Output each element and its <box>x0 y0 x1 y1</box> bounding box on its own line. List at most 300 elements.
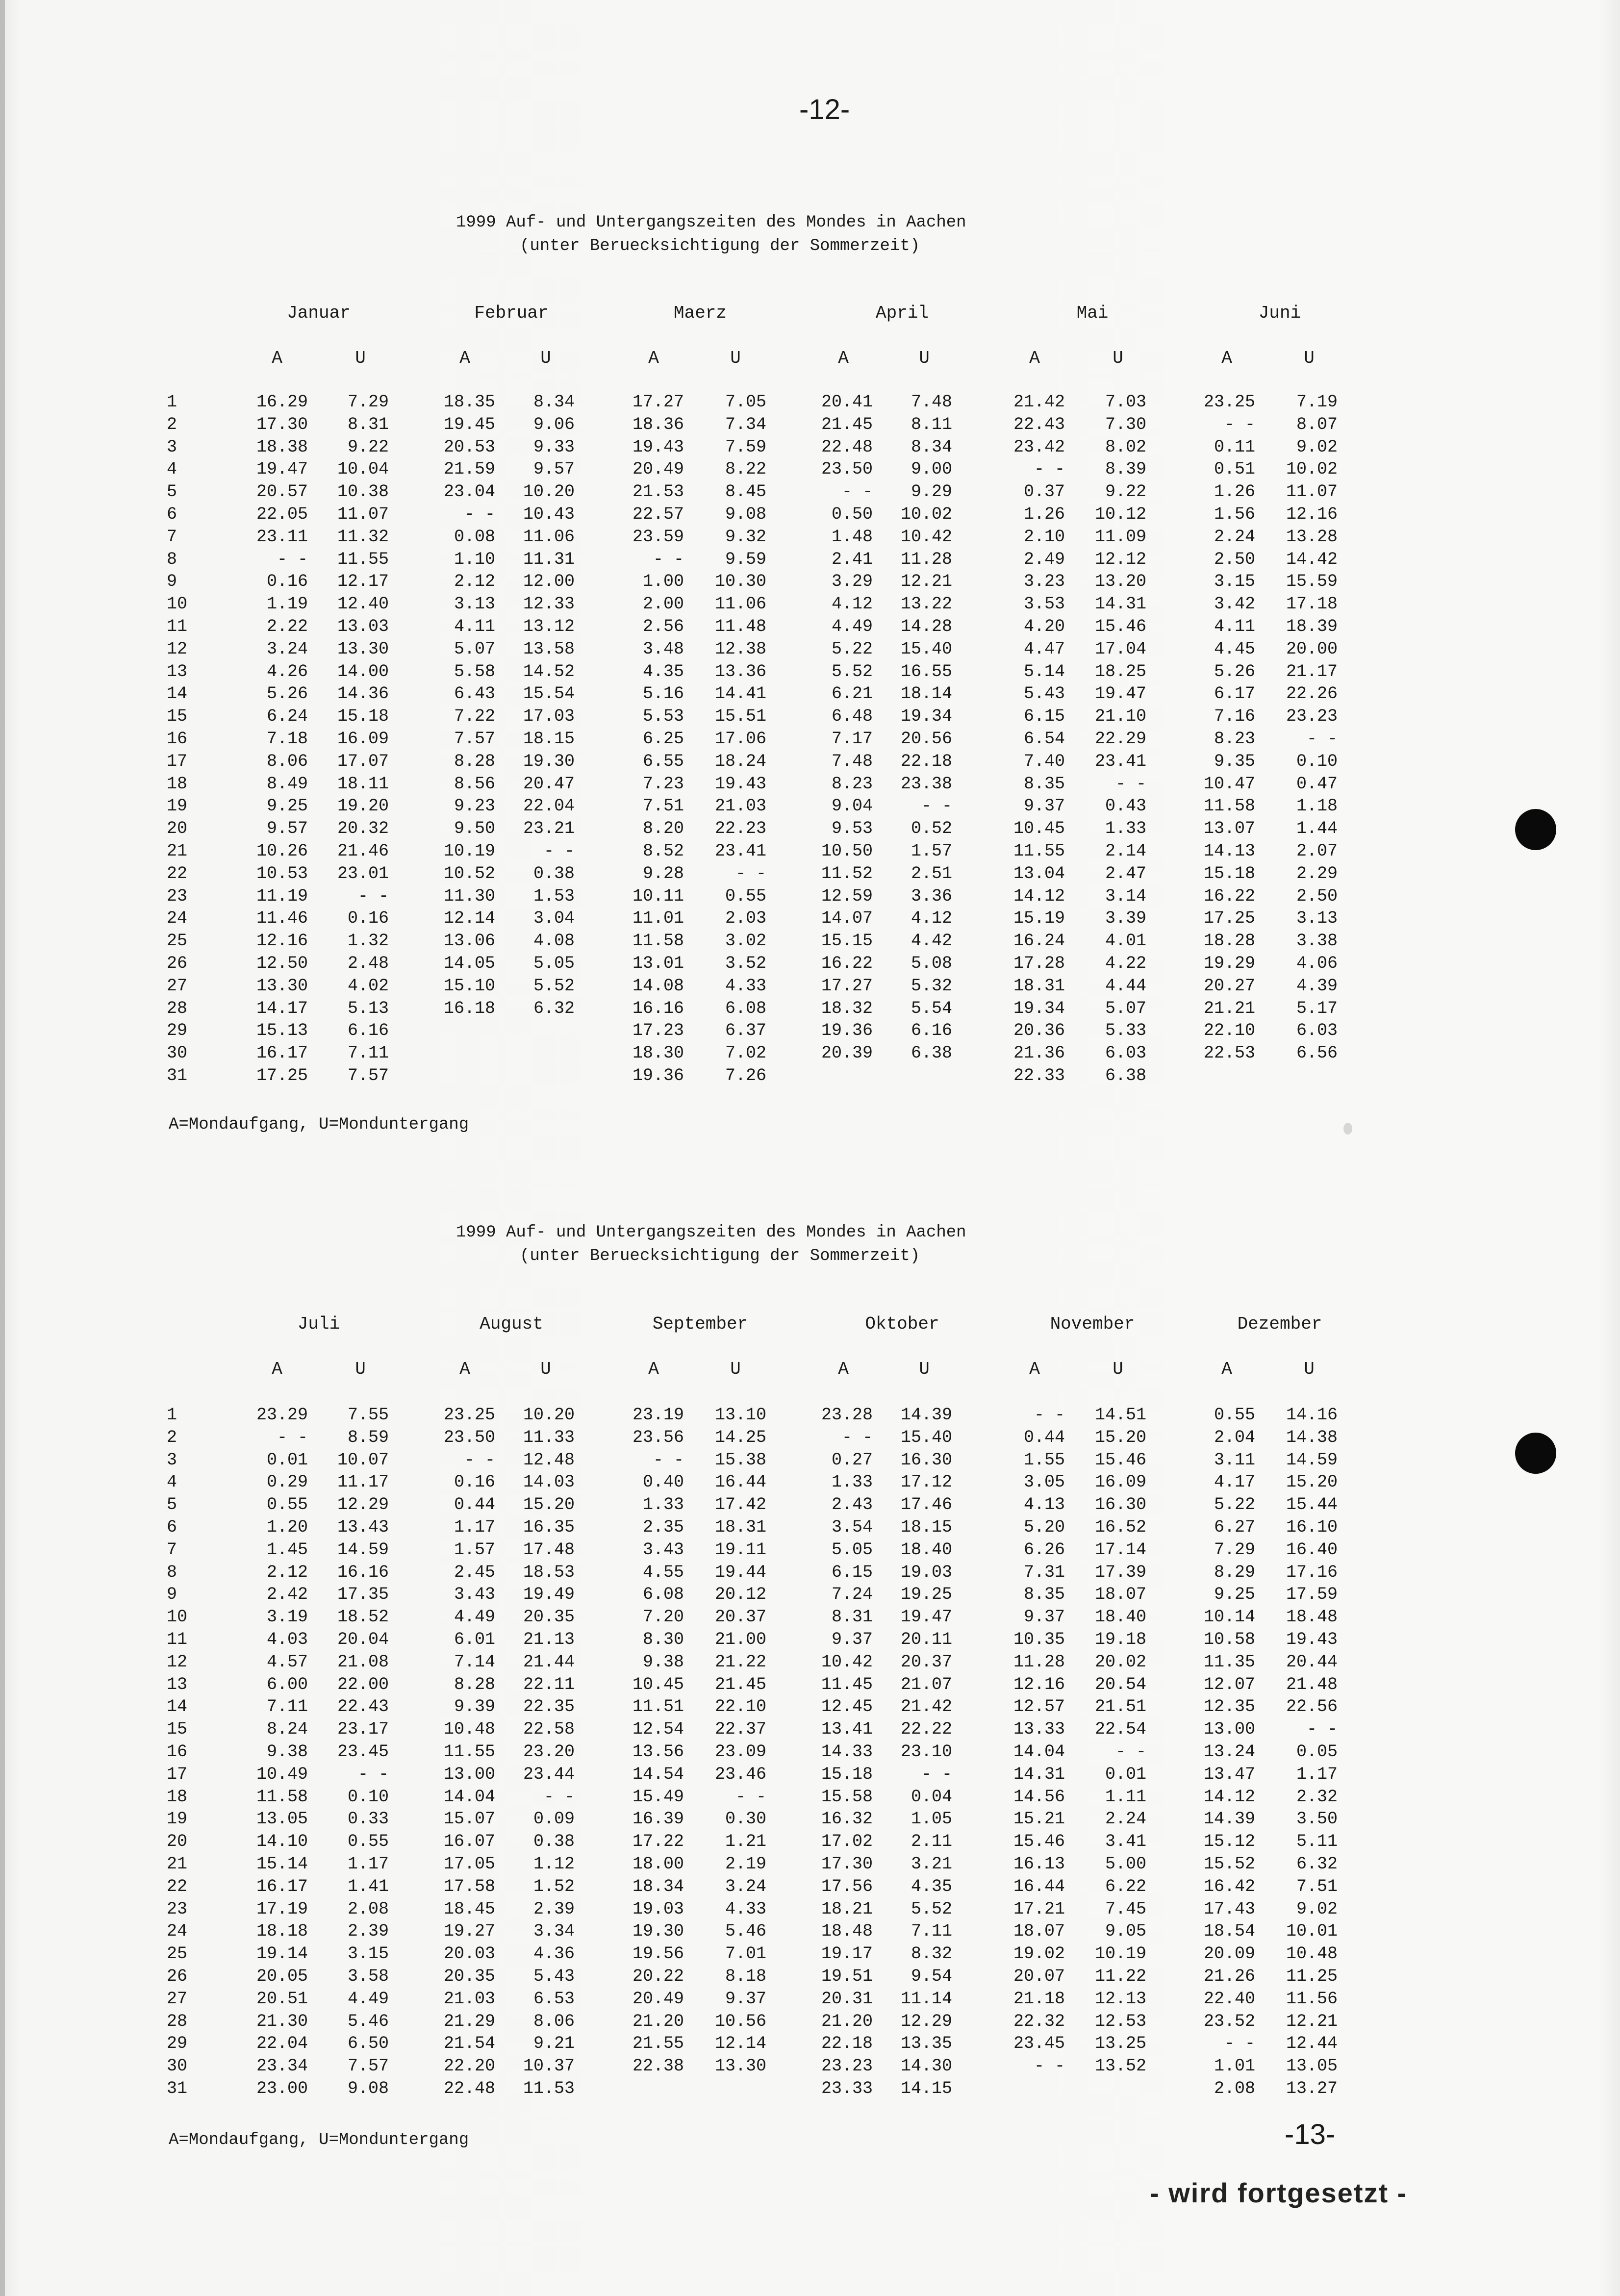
moonset-time: 3.02 <box>725 931 766 951</box>
moonrise-time: 7.14 <box>454 1652 495 1672</box>
moonrise-time: 11.55 <box>1013 841 1065 861</box>
moonset-time: - - <box>735 863 766 883</box>
day-number: 31 <box>167 2079 188 2098</box>
moonrise-time: 8.30 <box>642 1630 684 1649</box>
moonrise-time: 3.48 <box>642 639 684 659</box>
moonrise-time: 1.57 <box>454 1539 495 1560</box>
moonrise-time: 9.57 <box>266 819 308 839</box>
moonset-time: 0.04 <box>911 1787 952 1807</box>
moonset-time: 12.00 <box>523 572 575 592</box>
moonrise-time: 17.25 <box>1203 908 1255 929</box>
moonrise-time: 23.45 <box>1013 2034 1065 2054</box>
moonset-time: 6.56 <box>1296 1043 1338 1063</box>
moonset-time: 10.01 <box>1286 1921 1338 1942</box>
moonset-time: 7.01 <box>725 1944 766 1964</box>
moonrise-time: 23.50 <box>443 1427 495 1447</box>
day-number: 1 <box>167 1405 177 1425</box>
day-number: 4 <box>167 459 177 479</box>
moonrise-time: - - <box>277 1427 308 1447</box>
moonset-time: 22.18 <box>900 751 952 771</box>
moonset-time: 11.53 <box>523 2079 575 2098</box>
moonset-time: 7.45 <box>1105 1899 1146 1919</box>
moonset-time: 21.48 <box>1286 1674 1338 1694</box>
moonrise-time: 23.25 <box>443 1405 495 1425</box>
moonset-time: 9.06 <box>533 414 575 434</box>
moonrise-time: 6.55 <box>642 751 684 771</box>
moonrise-time: 13.01 <box>632 954 684 973</box>
moonset-time: - - <box>1115 1742 1146 1762</box>
moonrise-time: 5.20 <box>1023 1517 1065 1537</box>
moonrise-time: 10.19 <box>443 841 495 861</box>
day-number: 4 <box>167 1472 177 1492</box>
column-header-a: A <box>838 1359 849 1379</box>
moonset-time: 12.21 <box>1286 2011 1338 2031</box>
moonset-time: 10.20 <box>523 1405 575 1425</box>
column-header-a: A <box>459 1359 470 1379</box>
moonrise-time: 23.11 <box>256 527 308 547</box>
moonset-time: 14.41 <box>714 684 766 704</box>
moonset-time: 13.12 <box>523 617 575 636</box>
moonset-time: 3.39 <box>1105 908 1146 929</box>
moonset-time: 6.50 <box>347 2034 389 2054</box>
day-number: 11 <box>167 617 188 636</box>
moonrise-time: 17.30 <box>256 414 308 434</box>
moonrise-time: 14.05 <box>443 954 495 973</box>
moonrise-time: 13.47 <box>1203 1764 1255 1784</box>
moonrise-time: 12.16 <box>1013 1674 1065 1694</box>
moonrise-time: 2.08 <box>1214 2079 1255 2098</box>
moonrise-time: 4.26 <box>266 661 308 681</box>
moonset-time: 20.11 <box>900 1630 952 1649</box>
moonset-time: 15.40 <box>900 639 952 659</box>
moonrise-time: 20.53 <box>443 437 495 457</box>
moonrise-time: - - <box>653 1450 684 1470</box>
moonset-time: 2.50 <box>1296 886 1338 906</box>
moonset-time: 16.44 <box>714 1472 766 1492</box>
moonrise-time: 15.15 <box>821 931 873 951</box>
moonrise-time: - - <box>1034 2056 1065 2076</box>
moonrise-time: 21.20 <box>821 2011 873 2031</box>
moonrise-time: 8.28 <box>454 751 495 771</box>
moonrise-time: 0.44 <box>1023 1427 1065 1447</box>
month-heading: November <box>1050 1314 1135 1334</box>
moonset-time: 11.32 <box>337 527 389 547</box>
moonrise-time: 22.18 <box>821 2034 873 2054</box>
moonrise-time: 16.24 <box>1013 931 1065 951</box>
moonrise-time: 1.45 <box>266 1539 308 1560</box>
day-number: 26 <box>167 954 188 973</box>
moonrise-time: 3.53 <box>1023 594 1065 614</box>
moonrise-time: 9.39 <box>454 1697 495 1717</box>
moonset-time: 19.18 <box>1094 1630 1146 1649</box>
moonrise-time: 19.36 <box>821 1021 873 1041</box>
moonrise-time: 22.48 <box>821 437 873 457</box>
month-heading: Maerz <box>673 303 727 323</box>
day-number: 26 <box>167 1967 188 1986</box>
moonrise-time: 22.04 <box>256 2034 308 2054</box>
moonset-time: 6.38 <box>1105 1066 1146 1085</box>
moonrise-time: 18.54 <box>1203 1921 1255 1942</box>
moonset-time: 11.22 <box>1094 1967 1146 1986</box>
moonrise-time: 6.17 <box>1214 684 1255 704</box>
moonrise-time: 16.13 <box>1013 1854 1065 1874</box>
column-header-a: A <box>272 1359 282 1379</box>
moonrise-time: 0.29 <box>266 1472 308 1492</box>
moonrise-time: 19.51 <box>821 1967 873 1986</box>
moonset-time: 11.07 <box>1286 482 1338 502</box>
moonrise-time: 23.59 <box>632 527 684 547</box>
moonset-time: 3.34 <box>533 1921 575 1942</box>
moonrise-time: 4.57 <box>266 1652 308 1672</box>
moonset-time: 23.38 <box>900 774 952 794</box>
moonrise-time: 20.57 <box>256 482 308 502</box>
moonset-time: 2.47 <box>1105 863 1146 883</box>
moonset-time: 8.06 <box>533 2011 575 2031</box>
day-number: 22 <box>167 863 188 883</box>
moonrise-time: 15.13 <box>256 1021 308 1041</box>
moonset-time: 2.03 <box>725 908 766 929</box>
moonset-time: 1.17 <box>1296 1764 1338 1784</box>
moonset-time: 5.52 <box>911 1899 952 1919</box>
moonrise-time: 22.40 <box>1203 1989 1255 2009</box>
moonset-time: 20.54 <box>1094 1674 1146 1694</box>
moonrise-time: 9.25 <box>1214 1585 1255 1605</box>
moonset-time: 17.42 <box>714 1495 766 1515</box>
moonset-time: - - <box>921 1764 952 1784</box>
moonrise-time: 5.22 <box>831 639 873 659</box>
moonset-time: 5.00 <box>1105 1854 1146 1874</box>
moonset-time: 12.44 <box>1286 2034 1338 2054</box>
moonrise-time: 16.17 <box>256 1876 308 1896</box>
moonset-time: 19.11 <box>714 1539 766 1560</box>
moonrise-time: 8.23 <box>1214 729 1255 749</box>
moonrise-time: 9.37 <box>1023 1607 1065 1627</box>
moonset-time: 12.38 <box>714 639 766 659</box>
moonrise-time: 0.16 <box>454 1472 495 1492</box>
moonset-time: 7.05 <box>725 392 766 412</box>
moonset-time: 3.52 <box>725 954 766 973</box>
moonrise-time: 2.41 <box>831 549 873 569</box>
moonrise-time: 8.49 <box>266 774 308 794</box>
moonrise-time: 18.38 <box>256 437 308 457</box>
moonset-time: 1.18 <box>1296 796 1338 816</box>
moonrise-time: 5.53 <box>642 706 684 727</box>
moonrise-time: 11.58 <box>632 931 684 951</box>
moonset-time: 12.13 <box>1094 1989 1146 2009</box>
moonrise-time: 9.28 <box>642 863 684 883</box>
day-number: 31 <box>167 1066 188 1085</box>
moonrise-time: 11.55 <box>443 1742 495 1762</box>
moonrise-time: 5.26 <box>266 684 308 704</box>
moonset-time: 13.28 <box>1286 527 1338 547</box>
moonrise-time: 17.21 <box>1013 1899 1065 1919</box>
moonset-time: - - <box>357 1764 389 1784</box>
moonrise-time: 15.14 <box>256 1854 308 1874</box>
month-heading: Januar <box>287 303 351 323</box>
page-left-edge <box>0 0 5 2296</box>
moonset-time: 23.41 <box>714 841 766 861</box>
column-header-a: A <box>272 348 282 368</box>
moonset-time: 13.10 <box>714 1405 766 1425</box>
moonset-time: 0.01 <box>1105 1764 1146 1784</box>
day-number: 2 <box>167 414 177 434</box>
moonset-time: 1.17 <box>347 1854 389 1874</box>
moonset-time: 21.00 <box>714 1630 766 1649</box>
moonset-time: 18.25 <box>1094 661 1146 681</box>
moonrise-time: 19.45 <box>443 414 495 434</box>
moonset-time: 19.30 <box>523 751 575 771</box>
moonset-time: 22.10 <box>714 1697 766 1717</box>
moonset-time: 11.56 <box>1286 1989 1338 2009</box>
moonrise-time: 16.17 <box>256 1043 308 1063</box>
moonset-time: 7.48 <box>911 392 952 412</box>
moonset-time: 10.07 <box>337 1450 389 1470</box>
moonset-time: 23.41 <box>1094 751 1146 771</box>
moonset-time: 7.26 <box>725 1066 766 1085</box>
moonrise-time: 17.27 <box>632 392 684 412</box>
moonset-time: 22.26 <box>1286 684 1338 704</box>
moonset-time: 4.49 <box>347 1989 389 2009</box>
moonrise-time: 8.28 <box>454 1674 495 1694</box>
day-number: 3 <box>167 1450 177 1470</box>
moonrise-time: 8.06 <box>266 751 308 771</box>
moonset-time: 18.40 <box>1094 1607 1146 1627</box>
month-heading: Februar <box>474 303 549 323</box>
moonset-time: 9.22 <box>1105 482 1146 502</box>
moonset-time: 14.36 <box>337 684 389 704</box>
column-header-u: U <box>1304 348 1315 368</box>
moonset-time: 12.12 <box>1094 549 1146 569</box>
moonset-time: 11.14 <box>900 1989 952 2009</box>
moonrise-time: 7.16 <box>1214 706 1255 727</box>
moonset-time: 22.29 <box>1094 729 1146 749</box>
moonset-time: 1.12 <box>533 1854 575 1874</box>
moonrise-time: 1.33 <box>831 1472 873 1492</box>
moonrise-time: 6.25 <box>642 729 684 749</box>
moonrise-time: 14.04 <box>1013 1742 1065 1762</box>
moonset-time: 21.17 <box>1286 661 1338 681</box>
moonset-time: 18.53 <box>523 1562 575 1582</box>
moonrise-time: 20.51 <box>256 1989 308 2009</box>
moonset-time: 2.32 <box>1296 1787 1338 1807</box>
moonrise-time: 12.45 <box>821 1697 873 1717</box>
moonrise-time: 8.20 <box>642 819 684 839</box>
moonrise-time: 0.51 <box>1214 459 1255 479</box>
moonrise-time: 19.17 <box>821 1944 873 1964</box>
moonrise-time: 1.26 <box>1214 482 1255 502</box>
moonrise-time: 21.59 <box>443 459 495 479</box>
moonset-time: 15.20 <box>523 1495 575 1515</box>
moonset-time: 13.05 <box>1286 2056 1338 2076</box>
moonrise-time: 17.27 <box>821 976 873 996</box>
moonset-time: 9.59 <box>725 549 766 569</box>
moonset-time: 4.33 <box>725 1899 766 1919</box>
moonrise-time: 21.20 <box>632 2011 684 2031</box>
moonrise-time: 11.58 <box>1203 796 1255 816</box>
moonrise-time: 16.22 <box>1203 886 1255 906</box>
moonrise-time: 0.55 <box>1214 1405 1255 1425</box>
moonset-time: 21.44 <box>523 1652 575 1672</box>
day-number: 6 <box>167 1517 177 1537</box>
moonrise-time: 19.02 <box>1013 1944 1065 1964</box>
moonrise-time: - - <box>841 1427 873 1447</box>
day-number: 3 <box>167 437 177 457</box>
moonset-time: 2.51 <box>911 863 952 883</box>
moonset-time: 4.39 <box>1296 976 1338 996</box>
moonrise-time: 20.41 <box>821 392 873 412</box>
day-number: 24 <box>167 908 188 929</box>
moonrise-time: 9.50 <box>454 819 495 839</box>
table-subtitle: (unter Beruecksichtigung der Sommerzeit) <box>520 237 920 255</box>
day-number: 6 <box>167 505 177 524</box>
moonrise-time: 18.34 <box>632 1876 684 1896</box>
moonset-time: 5.46 <box>347 2011 389 2031</box>
day-number: 30 <box>167 1043 188 1063</box>
column-header-u: U <box>355 348 366 368</box>
moonrise-time: 10.49 <box>256 1764 308 1784</box>
moonrise-time: 23.34 <box>256 2056 308 2076</box>
moonset-time: 8.02 <box>1105 437 1146 457</box>
moonrise-time: 19.36 <box>632 1066 684 1085</box>
moonset-time: 20.37 <box>714 1607 766 1627</box>
moonset-time: 10.30 <box>714 572 766 592</box>
moonset-time: 20.47 <box>523 774 575 794</box>
moonset-time: 3.04 <box>533 908 575 929</box>
moonrise-time: 0.37 <box>1023 482 1065 502</box>
moonrise-time: 8.35 <box>1023 774 1065 794</box>
moonrise-time: 21.03 <box>443 1989 495 2009</box>
moonrise-time: 6.01 <box>454 1630 495 1649</box>
paper-mark <box>1343 1123 1352 1135</box>
moonrise-time: 21.55 <box>632 2034 684 2054</box>
moonrise-time: 8.52 <box>642 841 684 861</box>
day-number: 16 <box>167 729 188 749</box>
day-number: 8 <box>167 549 177 569</box>
moonrise-time: 4.49 <box>454 1607 495 1627</box>
moonrise-time: 15.19 <box>1013 908 1065 929</box>
moonrise-time: 11.58 <box>256 1787 308 1807</box>
moonrise-time: 22.05 <box>256 505 308 524</box>
day-number: 1 <box>167 392 177 412</box>
moonrise-time: 3.05 <box>1023 1472 1065 1492</box>
moonset-time: 17.06 <box>714 729 766 749</box>
legend-text: A=Mondaufgang, U=Monduntergang <box>169 1115 469 1134</box>
moonrise-time: 17.23 <box>632 1021 684 1041</box>
moonrise-time: 6.48 <box>831 706 873 727</box>
moonset-time: 16.30 <box>1094 1495 1146 1515</box>
moonset-time: 20.37 <box>900 1652 952 1672</box>
moonset-time: 19.20 <box>337 796 389 816</box>
column-header-u: U <box>540 348 551 368</box>
moonset-time: 3.13 <box>1296 908 1338 929</box>
moonrise-time: 10.50 <box>821 841 873 861</box>
moonrise-time: 9.37 <box>1023 796 1065 816</box>
moonset-time: 23.46 <box>714 1764 766 1784</box>
moonrise-time: 2.43 <box>831 1495 873 1515</box>
moonset-time: 8.22 <box>725 459 766 479</box>
moonrise-time: 10.58 <box>1203 1630 1255 1649</box>
moonset-time: 8.18 <box>725 1967 766 1986</box>
moonset-time: 7.57 <box>347 1066 389 1085</box>
moonset-time: 7.59 <box>725 437 766 457</box>
moonset-time: 19.47 <box>1094 684 1146 704</box>
moonset-time: 12.29 <box>900 2011 952 2031</box>
column-header-u: U <box>1304 1359 1315 1379</box>
moonset-time: 21.45 <box>714 1674 766 1694</box>
moonset-time: 17.03 <box>523 706 575 727</box>
moonrise-time: 14.17 <box>256 998 308 1018</box>
moonrise-time: 13.41 <box>821 1719 873 1740</box>
moonset-time: 0.47 <box>1296 774 1338 794</box>
column-header-u: U <box>1113 1359 1123 1379</box>
moonset-time: 13.25 <box>1094 2034 1146 2054</box>
moonset-time: 5.46 <box>725 1921 766 1942</box>
moonrise-time: 20.27 <box>1203 976 1255 996</box>
column-header-u: U <box>919 348 930 368</box>
moonrise-time: 0.16 <box>266 572 308 592</box>
moonset-time: 21.42 <box>900 1697 952 1717</box>
moonset-time: 5.11 <box>1296 1832 1338 1852</box>
moonset-time: 7.51 <box>1296 1876 1338 1896</box>
moonset-time: 21.51 <box>1094 1697 1146 1717</box>
moonrise-time: 20.35 <box>443 1967 495 1986</box>
moonrise-time: 20.05 <box>256 1967 308 1986</box>
day-number: 19 <box>167 1809 188 1829</box>
moonset-time: 0.33 <box>347 1809 389 1829</box>
moonrise-time: 22.43 <box>1013 414 1065 434</box>
moonrise-time: 0.50 <box>831 505 873 524</box>
moonset-time: 5.05 <box>533 954 575 973</box>
moonrise-time: 15.49 <box>632 1787 684 1807</box>
moonrise-time: 18.30 <box>632 1043 684 1063</box>
moonset-time: 12.29 <box>337 1495 389 1515</box>
moonrise-time: - - <box>1224 414 1255 434</box>
moonset-time: 14.59 <box>337 1539 389 1560</box>
moonset-time: 22.56 <box>1286 1697 1338 1717</box>
moonset-time: 16.09 <box>1094 1472 1146 1492</box>
moonrise-time: 18.07 <box>1013 1921 1065 1942</box>
moonset-time: 19.44 <box>714 1562 766 1582</box>
moonset-time: 5.54 <box>911 998 952 1018</box>
moonset-time: 23.21 <box>523 819 575 839</box>
moonset-time: 2.19 <box>725 1854 766 1874</box>
moonrise-time: 7.23 <box>642 774 684 794</box>
moonrise-time: 17.43 <box>1203 1899 1255 1919</box>
moonset-time: 0.09 <box>533 1809 575 1829</box>
moonset-time: 19.03 <box>900 1562 952 1582</box>
moonrise-time: 8.24 <box>266 1719 308 1740</box>
day-number: 30 <box>167 2056 188 2076</box>
day-number: 29 <box>167 1021 188 1041</box>
moonrise-time: 6.15 <box>1023 706 1065 727</box>
moonrise-time: 20.49 <box>632 1989 684 2009</box>
punch-hole <box>1515 809 1556 850</box>
moonset-time: 6.22 <box>1105 1876 1146 1896</box>
moonset-time: 16.55 <box>900 661 952 681</box>
moonset-time: 18.15 <box>900 1517 952 1537</box>
moonset-time: 10.37 <box>523 2056 575 2076</box>
moonset-time: - - <box>1115 774 1146 794</box>
moonrise-time: 14.08 <box>632 976 684 996</box>
moonset-time: 8.11 <box>911 414 952 434</box>
moonrise-time: 10.53 <box>256 863 308 883</box>
moonset-time: 5.08 <box>911 954 952 973</box>
moonset-time: 15.40 <box>900 1427 952 1447</box>
moonrise-time: 1.17 <box>454 1517 495 1537</box>
moonset-time: 3.41 <box>1105 1832 1146 1852</box>
moonrise-time: 14.10 <box>256 1832 308 1852</box>
moonset-time: 7.03 <box>1105 392 1146 412</box>
